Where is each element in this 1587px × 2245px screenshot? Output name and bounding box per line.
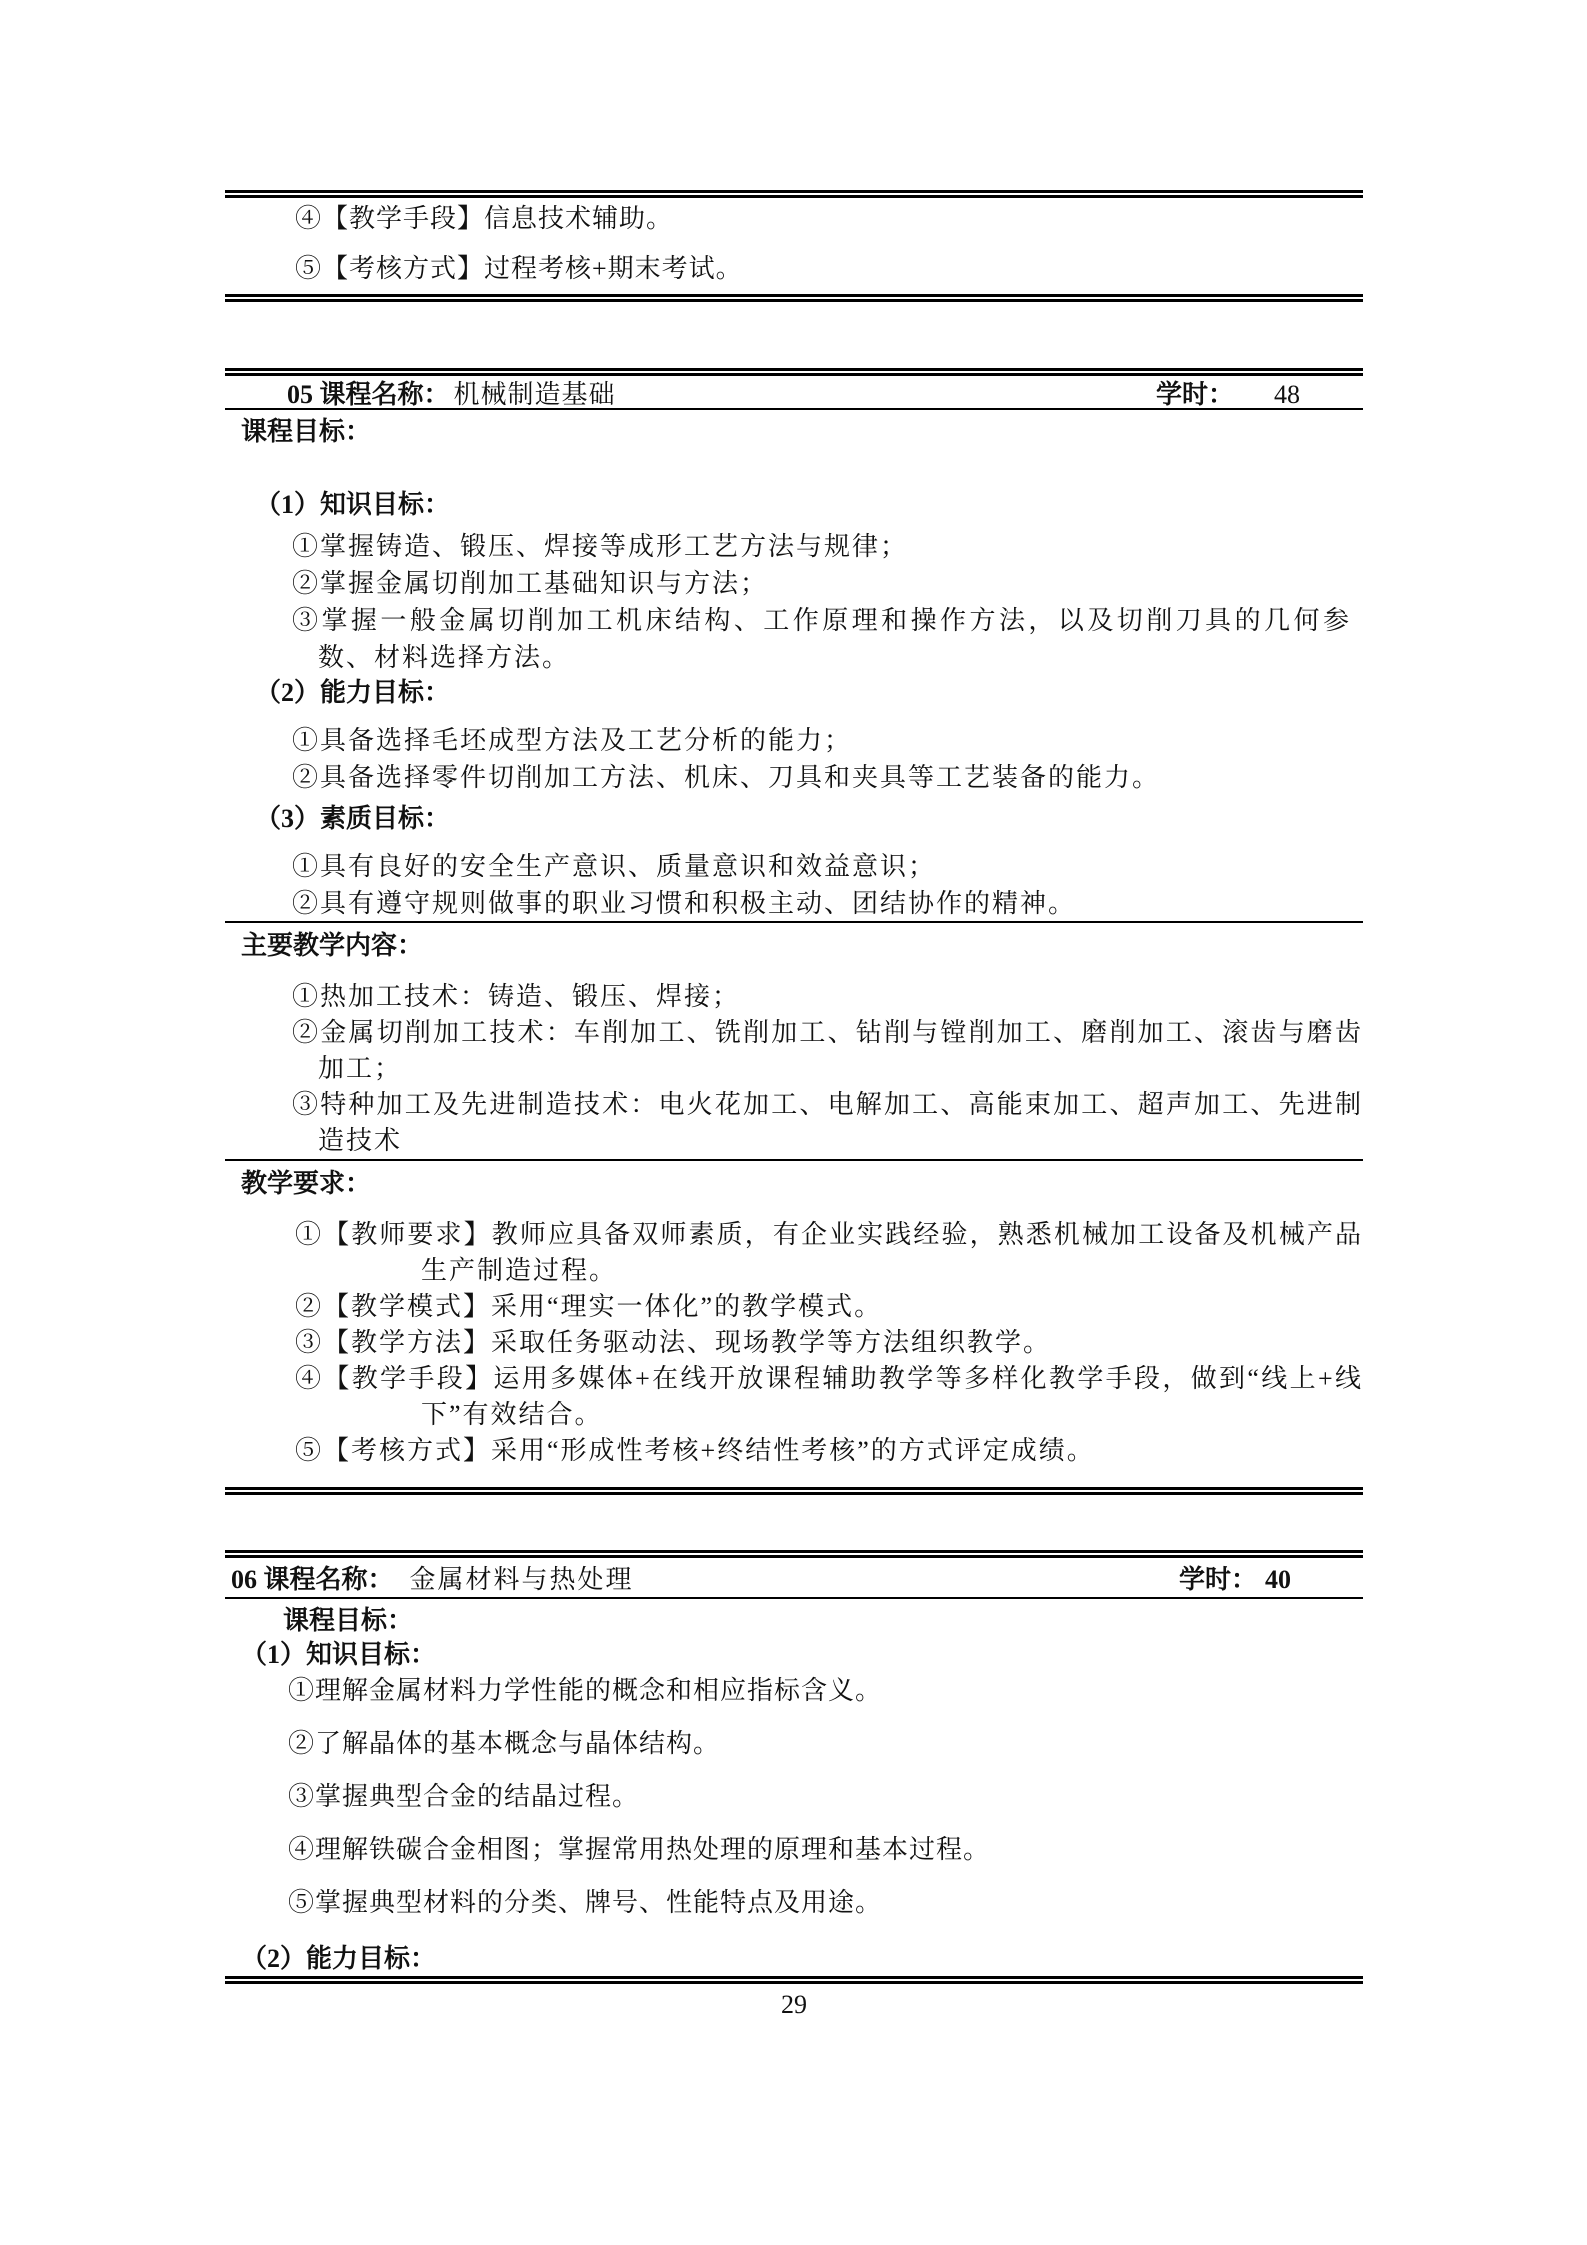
knowledge-goals-title: （1）知识目标： <box>255 490 451 519</box>
requirement-item: ①【教师要求】教师应具备双师素质，有企业实践经验，熟悉机械加工设备及机械产品生产制造过程。 <box>295 1220 1363 1285</box>
knowledge-goal-item: ③掌握一般金属切削加工机床结构、工作原理和操作方法，以及切削刀具的几何参数、材料选择方法。 <box>292 606 1351 672</box>
content-item: ①热加工技术：铸造、锻压、焊接； <box>292 982 741 1011</box>
knowledge-goal-item: ④理解铁碳合金相图；掌握常用热处理的原理和基本过程。 <box>288 1835 991 1864</box>
course-05-content-cell <box>225 923 1363 1161</box>
table-course-06 <box>225 1550 1363 1984</box>
hours-label: 学时： <box>1178 1565 1257 1594</box>
quality-goal-item: ②具有遵守规则做事的职业习惯和积极主动、团结协作的精神。 <box>292 889 1077 918</box>
quality-goals-title: （3）素质目标： <box>255 804 451 833</box>
knowledge-goal-item: ①理解金属材料力学性能的概念和相应指标含义。 <box>288 1676 883 1705</box>
hours-label: 学时： <box>1155 379 1234 409</box>
course-06-header-row <box>225 1558 1363 1599</box>
requirement-item: ③【教学方法】采取任务驱动法、现场教学等方法组织教学。 <box>295 1328 1052 1357</box>
course-05-goals-cell <box>225 410 1363 923</box>
content-title: 主要教学内容： <box>241 931 424 960</box>
course-05-title <box>287 374 616 411</box>
course-06-goals-cell <box>225 1599 1363 1973</box>
page-number: 29 <box>781 1990 807 2019</box>
content-item: ③特种加工及先进制造技术：电火花加工、电解加工、高能束加工、超声加工、先进制造技术 <box>292 1090 1363 1155</box>
course-name: 金属材料与热处理 <box>409 1565 634 1594</box>
knowledge-goals-title: （1）知识目标： <box>241 1640 437 1669</box>
course-06-title <box>231 1559 634 1596</box>
goals-title: 课程目标： <box>283 1606 414 1635</box>
requirement-item: ④【教学手段】运用多媒体+在线开放课程辅助教学等多样化教学手段，做到“线上+线下”有效结合。 <box>295 1364 1363 1429</box>
table-course-05 <box>225 368 1363 1495</box>
ability-goal-item: ②具备选择零件切削加工方法、机床、刀具和夹具等工艺装备的能力。 <box>292 763 1161 792</box>
knowledge-goal-item: ③掌握典型合金的结晶过程。 <box>288 1782 640 1811</box>
teaching-means-item: ④【教学手段】信息技术辅助。 <box>295 204 674 233</box>
knowledge-goal-item: ②掌握金属切削加工基础知识与方法； <box>292 569 769 598</box>
requirements-title: 教学要求： <box>241 1169 372 1198</box>
course-06-hours <box>1179 1559 1291 1596</box>
course-number-label: 06 课程名称： <box>231 1565 394 1594</box>
assessment-item: ⑤【考核方式】过程考核+期末考试。 <box>295 254 743 283</box>
knowledge-goal-item: ①掌握铸造、锻压、焊接等成形工艺方法与规律； <box>292 532 909 561</box>
content-items <box>225 979 1363 1159</box>
content-item: ②金属切削加工技术：车削加工、铣削加工、钻削与镗削加工、磨削加工、滚齿与磨齿加工； <box>292 1018 1363 1083</box>
knowledge-goal-item: ⑤掌握典型材料的分类、牌号、性能特点及用途。 <box>288 1888 883 1917</box>
requirement-item: ②【教学模式】采用“理实一体化”的教学模式。 <box>295 1292 883 1321</box>
quality-goal-item: ①具有良好的安全生产意识、质量意识和效益意识； <box>292 852 937 881</box>
hours-value: 48 <box>1274 379 1300 409</box>
table-prev-course-fragment <box>225 190 1363 302</box>
ability-goals-title: （2）能力目标： <box>255 678 451 707</box>
course-05-header-row <box>225 376 1363 410</box>
knowledge-goal-item: ②了解晶体的基本概念与晶体结构。 <box>288 1729 721 1758</box>
requirement-items <box>225 1217 1363 1469</box>
goals-title: 课程目标： <box>241 417 372 446</box>
ability-goals-title: （2）能力目标： <box>241 1944 437 1973</box>
course-number-label: 05 课程名称： <box>287 379 450 409</box>
hours-value: 40 <box>1265 1565 1291 1594</box>
course-05-requirements-cell <box>225 1161 1363 1469</box>
ability-goal-item: ①具备选择毛坯成型方法及工艺分析的能力； <box>292 726 853 755</box>
requirement-item: ⑤【考核方式】采用“形成性考核+终结性考核”的方式评定成绩。 <box>295 1436 1095 1465</box>
course-name: 机械制造基础 <box>453 379 616 409</box>
course-05-hours <box>1156 374 1300 411</box>
